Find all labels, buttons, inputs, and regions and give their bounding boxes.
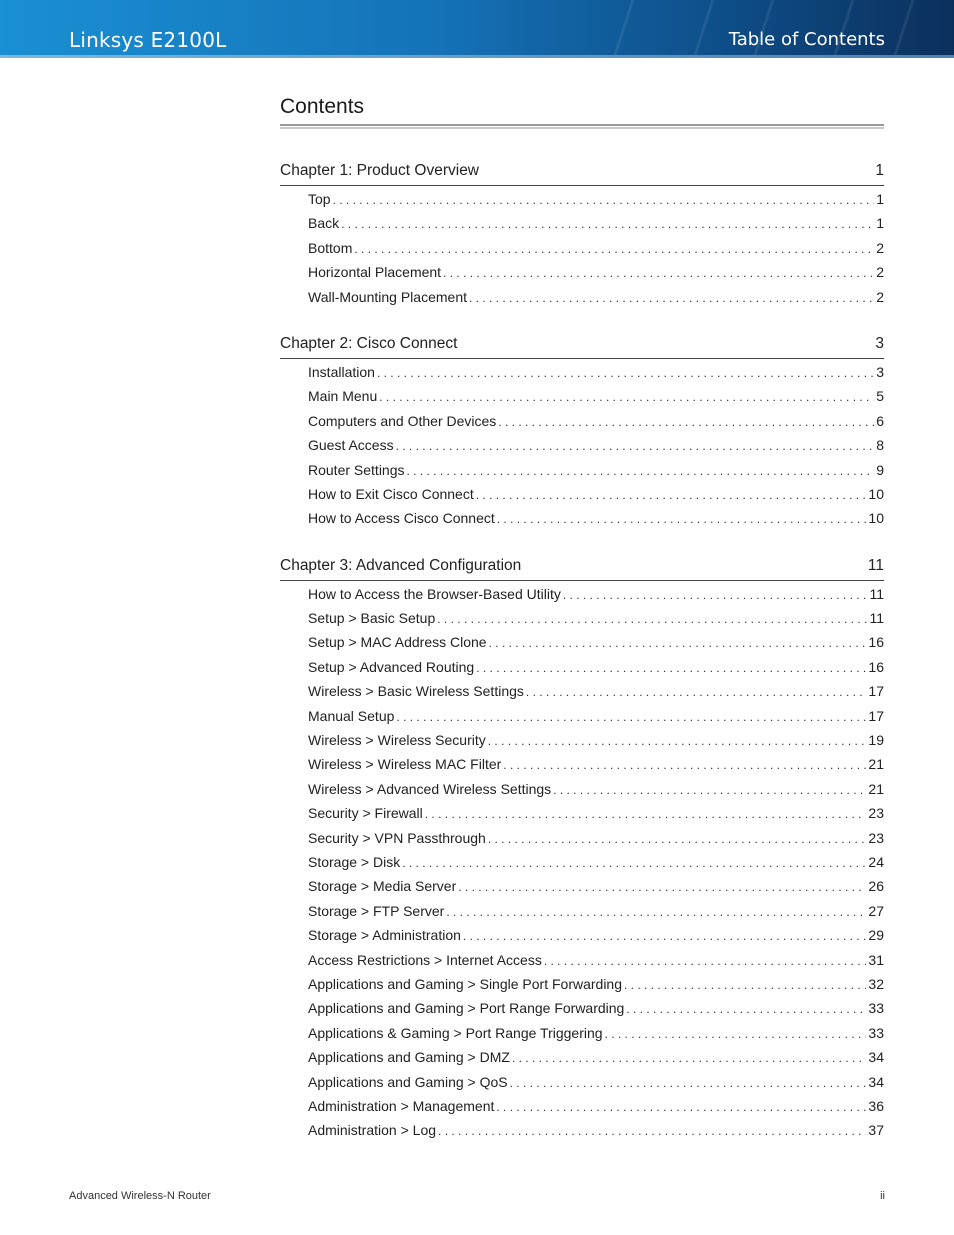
entry-title: Setup > Advanced Routing <box>308 658 475 675</box>
dot-leader <box>402 856 866 870</box>
entry-page-number: 26 <box>868 878 884 895</box>
entry-title: Access Restrictions > Internet Access <box>308 951 542 968</box>
entry-title: Applications and Gaming > Single Port Forwarding <box>308 975 623 992</box>
entry-title: Router Settings <box>308 461 405 478</box>
entry-page-number: 17 <box>868 683 884 700</box>
entry-title: Guest Access <box>308 437 394 454</box>
toc-entry[interactable] <box>308 437 884 461</box>
toc-entry[interactable] <box>308 830 884 854</box>
dot-leader <box>407 464 875 478</box>
toc-entry[interactable] <box>308 215 884 239</box>
entry-page-number: 29 <box>868 927 884 944</box>
entry-page-number: 1 <box>876 191 884 207</box>
toc-entry[interactable] <box>308 413 884 437</box>
entry-page-number: 34 <box>868 1073 884 1090</box>
dot-leader <box>498 415 874 429</box>
entry-page-number: 2 <box>876 288 884 305</box>
chapter-title: Chapter 1: Product Overview <box>280 162 480 179</box>
chapter-heading[interactable] <box>280 557 884 581</box>
dot-leader <box>396 439 875 453</box>
header-banner <box>0 0 954 58</box>
entry-title: Horizontal Placement <box>308 264 442 281</box>
dot-leader <box>497 512 867 526</box>
toc-entry[interactable] <box>308 240 884 264</box>
dot-leader <box>443 266 874 280</box>
brand-title: Linksys E2100L <box>69 28 227 52</box>
entry-title: Administration > Log <box>308 1122 437 1139</box>
entry-title: Installation <box>308 363 375 380</box>
entry-title: Security > VPN Passthrough <box>308 829 486 846</box>
section-title: Table of Contents <box>728 29 885 50</box>
entry-title: Manual Setup <box>308 707 395 724</box>
dot-leader <box>512 1051 866 1065</box>
entry-page-number: 16 <box>868 658 884 675</box>
entry-title: Applications & Gaming > Port Range Triggering <box>308 1024 603 1041</box>
dot-leader <box>463 929 867 943</box>
entry-page-number: 24 <box>868 853 884 870</box>
dot-leader <box>341 217 874 231</box>
toc-entry[interactable] <box>308 781 884 805</box>
footer-page-number: ii <box>880 1190 885 1202</box>
chapter-title: Chapter 3: Advanced Configuration <box>280 556 522 574</box>
entry-page-number: 19 <box>868 732 884 749</box>
toc-entry[interactable] <box>308 1098 884 1122</box>
toc-entry[interactable] <box>308 854 884 878</box>
table-of-contents <box>280 162 884 1169</box>
entry-page-number: 31 <box>868 951 884 968</box>
dot-leader <box>437 612 867 626</box>
entry-page-number: 2 <box>876 239 884 256</box>
entry-list <box>280 586 884 1147</box>
dot-leader <box>510 1076 867 1090</box>
chapter-section <box>280 557 884 1147</box>
toc-entry[interactable] <box>308 264 884 288</box>
chapter-heading[interactable] <box>280 162 884 186</box>
entry-title: Applications and Gaming > DMZ <box>308 1049 510 1066</box>
title-divider <box>280 124 884 129</box>
entry-title: Storage > FTP Server <box>308 902 445 919</box>
dot-leader <box>469 291 874 305</box>
dot-leader <box>438 1124 866 1138</box>
toc-entry[interactable] <box>308 462 884 486</box>
dot-leader <box>425 807 867 821</box>
entry-page-number: 2 <box>876 264 884 281</box>
entry-title: Setup > MAC Address Clone <box>308 634 487 651</box>
toc-entry[interactable] <box>308 708 884 732</box>
entry-title: Wireless > Wireless MAC Filter <box>308 756 502 773</box>
toc-entry[interactable] <box>308 756 884 780</box>
dot-leader <box>476 661 866 675</box>
entry-page-number: 36 <box>868 1097 884 1114</box>
toc-entry[interactable] <box>308 191 884 215</box>
entry-list <box>280 364 884 535</box>
entry-page-number: 3 <box>876 363 884 380</box>
entry-title: Wireless > Wireless Security <box>308 732 486 749</box>
toc-entry[interactable] <box>308 289 884 313</box>
toc-entry[interactable] <box>308 683 884 707</box>
chapter-page-number: 1 <box>875 162 884 179</box>
entry-title: Security > Firewall <box>308 805 423 822</box>
entry-title: How to Access Cisco Connect <box>308 510 495 527</box>
toc-entry[interactable] <box>308 659 884 683</box>
entry-page-number: 6 <box>876 412 884 429</box>
entry-page-number: 17 <box>868 707 884 724</box>
toc-entry[interactable] <box>308 903 884 927</box>
entry-page-number: 16 <box>868 634 884 651</box>
chapter-page-number: 11 <box>867 556 884 574</box>
entry-page-number: 21 <box>868 780 884 797</box>
dot-leader <box>379 390 874 404</box>
toc-entry[interactable] <box>308 510 884 534</box>
entry-title: Applications and Gaming > Port Range Forwarding <box>308 1000 625 1017</box>
entry-title: Wireless > Basic Wireless Settings <box>308 683 524 700</box>
dot-leader <box>624 978 866 992</box>
dot-leader <box>496 1100 866 1114</box>
dot-leader <box>333 193 875 207</box>
toc-entry[interactable] <box>308 878 884 902</box>
chapter-page-number: 3 <box>875 334 884 352</box>
dot-leader <box>544 954 867 968</box>
entry-page-number: 5 <box>876 388 884 405</box>
entry-title: Applications and Gaming > QoS <box>308 1073 508 1090</box>
entry-title: Top <box>308 191 331 207</box>
toc-entry[interactable] <box>308 1025 884 1049</box>
toc-entry[interactable] <box>308 952 884 976</box>
dot-leader <box>446 905 866 919</box>
dot-leader <box>605 1027 867 1041</box>
entry-page-number: 34 <box>868 1049 884 1066</box>
entry-list <box>280 191 884 313</box>
entry-title: Administration > Management <box>308 1097 495 1114</box>
entry-title: Back <box>308 215 340 232</box>
toc-entry[interactable] <box>308 486 884 510</box>
entry-page-number: 10 <box>868 510 884 527</box>
entry-title: Wireless > Advanced Wireless Settings <box>308 780 552 797</box>
dot-leader <box>488 734 867 748</box>
entry-page-number: 10 <box>868 485 884 502</box>
entry-page-number: 27 <box>868 902 884 919</box>
chapter-section <box>280 335 884 535</box>
chapter-heading[interactable] <box>280 335 884 359</box>
entry-page-number: 23 <box>868 829 884 846</box>
entry-page-number: 21 <box>868 756 884 773</box>
toc-entry[interactable] <box>308 1049 884 1073</box>
dot-leader <box>476 488 867 502</box>
entry-title: Computers and Other Devices <box>308 412 497 429</box>
chapter-title: Chapter 2: Cisco Connect <box>280 334 458 352</box>
entry-page-number: 11 <box>869 585 884 602</box>
dot-leader <box>458 880 866 894</box>
toc-entry[interactable] <box>308 610 884 634</box>
toc-entry[interactable] <box>308 1000 884 1024</box>
entry-page-number: 37 <box>868 1122 884 1139</box>
toc-entry[interactable] <box>308 634 884 658</box>
toc-entry[interactable] <box>308 1074 884 1098</box>
dot-leader <box>354 242 874 256</box>
entry-page-number: 32 <box>868 975 884 992</box>
entry-title: How to Exit Cisco Connect <box>308 485 474 502</box>
toc-entry[interactable] <box>308 732 884 756</box>
entry-page-number: 1 <box>876 215 884 232</box>
toc-entry[interactable] <box>308 805 884 829</box>
entry-page-number: 33 <box>868 1000 884 1017</box>
chapter-section <box>280 162 884 313</box>
entry-title: Bottom <box>308 239 353 256</box>
dot-leader <box>503 758 866 772</box>
dot-leader <box>526 685 867 699</box>
entry-title: Storage > Administration <box>308 927 461 944</box>
toc-entry[interactable] <box>308 586 884 610</box>
dot-leader <box>626 1002 866 1016</box>
entry-title: Setup > Basic Setup <box>308 610 436 627</box>
page-title: Contents <box>280 95 365 118</box>
toc-entry[interactable] <box>308 364 884 388</box>
entry-page-number: 33 <box>868 1024 884 1041</box>
dot-leader <box>488 832 867 846</box>
entry-page-number: 9 <box>876 461 884 478</box>
dot-leader <box>553 783 866 797</box>
dot-leader <box>396 710 866 724</box>
footer-product: Advanced Wireless-N Router <box>69 1190 211 1202</box>
entry-title: Storage > Media Server <box>308 878 457 895</box>
entry-page-number: 23 <box>868 805 884 822</box>
toc-entry[interactable] <box>308 1122 884 1146</box>
dot-leader <box>489 636 867 650</box>
entry-title: Main Menu <box>308 388 378 405</box>
toc-entry[interactable] <box>308 388 884 412</box>
entry-title: How to Access the Browser-Based Utility <box>308 585 561 602</box>
entry-page-number: 8 <box>876 437 884 454</box>
toc-entry[interactable] <box>308 927 884 951</box>
entry-page-number: 11 <box>869 610 884 627</box>
entry-title: Wall-Mounting Placement <box>308 288 467 305</box>
entry-title: Storage > Disk <box>308 853 401 870</box>
toc-entry[interactable] <box>308 976 884 1000</box>
dot-leader <box>563 588 868 602</box>
dot-leader <box>377 366 874 380</box>
